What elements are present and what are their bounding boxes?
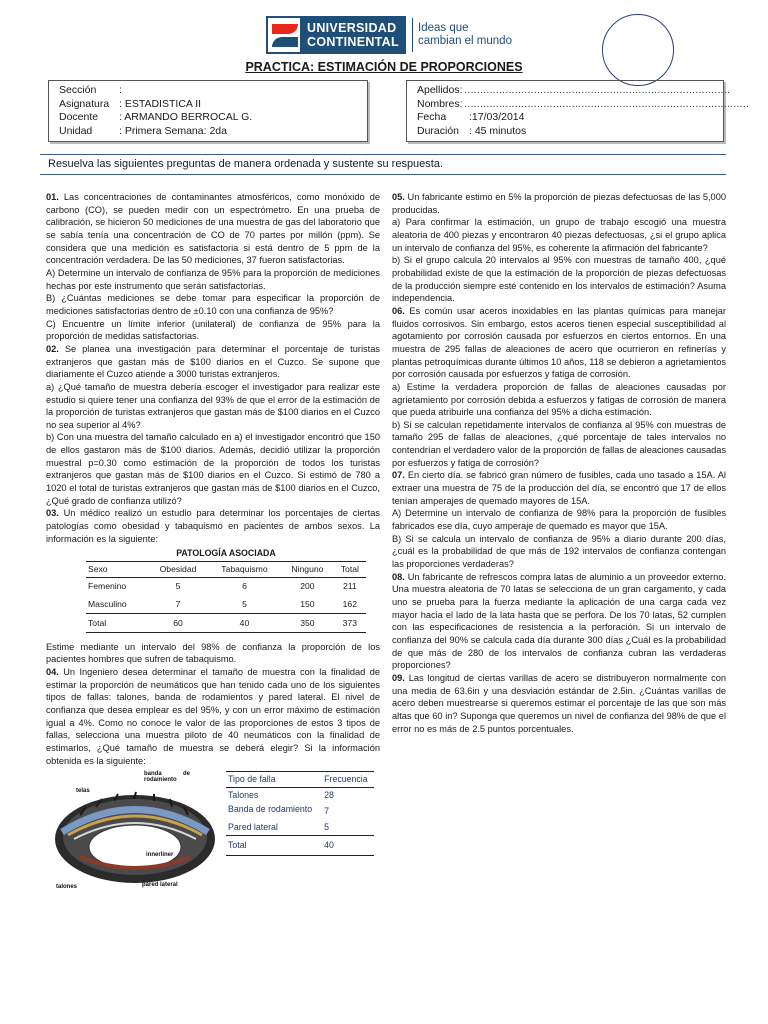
- question-text: Un fabricante estimo en 5% la proporción de piezas defectuosas de las 5,000 producidas.: [392, 192, 726, 215]
- question-number: 07.: [392, 470, 405, 481]
- info-row-surname[interactable]: [417, 84, 730, 98]
- table-cell: 28: [324, 790, 334, 801]
- info-value: : ARMANDO BERROCAL G.: [119, 111, 253, 123]
- table-header-row: [226, 772, 374, 788]
- info-label: Fecha: [417, 111, 447, 123]
- question-08: [392, 571, 726, 672]
- table-cell: 150: [300, 598, 315, 609]
- question-06: [392, 305, 726, 381]
- question-03-task: Estime mediante un intervalo del 98% de confianza la proporción de los pacientes hombres que sufren de tabaquismo.: [46, 641, 380, 665]
- table-row: [86, 577, 366, 595]
- surname-field[interactable]: : …………………………………………………………………………: [459, 84, 730, 96]
- question-text: Es común usar aceros inoxidables en las plantas químicas para manejar fluidos corrosivos. Sin embargo, estos aceros tienen especial susceptibilidad al agotamiento por corrosión causada por esfuerzos en ciertos entornos. En una muestra de 295 fallas de aleaciones de acero que ocurrieron en refinerías y plantas petroquímicas durante últimos 10 años, 118 se debieron a agrietamientos por corrosión causada por esfuerzos y fatiga de corrosión.: [392, 305, 726, 380]
- student-info-box: [406, 80, 749, 142]
- table-cell: 211: [342, 581, 357, 592]
- question-text: Las longitud de ciertas varillas de acero se distribuyeron normalmente con una media de 63.6in y una desviación estándar de 2.5in. ¿Cuántas varillas de acero deben muestrearse si queremos estimar el porcentaje de las que son más altas que 60 in? Suponga que queremos un nivel de confianza del 98% de que el error no es más de 2.5 puntos porcentuales.: [392, 672, 726, 734]
- right-column: [392, 191, 726, 735]
- info-label: Apellidos: [417, 84, 460, 96]
- question-07-b: B) Si se calcula un intervalo de confianza de 95% a diario durante 200 días, ¿cuál es la probabilidad de que más de 192 intervalos de confianza contengan las proporciones verdaderas?: [392, 533, 726, 570]
- table-cell: 7: [324, 806, 330, 817]
- column-header: Sexo: [86, 562, 148, 578]
- table-row: [226, 804, 374, 820]
- table-cell: 40: [322, 835, 374, 855]
- question-number: 02.: [46, 343, 59, 354]
- tire-figure-area: [46, 771, 380, 891]
- question-05-a: a) Para confirmar la estimación, un grupo de trabajo escogió una muestra aleatoria de 400 piezas y encontraron 40 piezas defectuosas, ¿si el grupo aplica un intervalo de confianza del 95%, es coherente la afirmación del fabricante?: [392, 217, 726, 253]
- column-header: Obesidad: [148, 562, 207, 578]
- info-value: : Primera Semana: 2da: [119, 124, 227, 137]
- table-cell: 5: [242, 598, 247, 609]
- table-cell: 6: [242, 581, 247, 592]
- info-label: Asignatura: [59, 97, 110, 110]
- question-02: [46, 343, 380, 381]
- info-value: :: [119, 84, 122, 96]
- table-header-row: [86, 562, 366, 578]
- table-cell: 350: [281, 614, 334, 633]
- table-cell: Pared lateral: [228, 821, 278, 832]
- left-column: [46, 191, 380, 891]
- question-06-b: b) Si se calculan repetidamente intervalos de confianza al 95% con muestras de tamaño 295 de fallas de aleaciones, ¿qué porcentaje de tales intervalos no contendrían el verdadero valor de la proporción de fallas de aleaciones causadas por esfuerzos y fatiga de corrosión?: [392, 419, 726, 468]
- column-header: Total: [334, 562, 366, 578]
- table-cell: 373: [334, 614, 366, 633]
- logo-line-2: CONTINENTAL: [307, 35, 399, 49]
- tire-label-innerliner: innerliner: [146, 852, 174, 859]
- question-number: 04.: [46, 666, 59, 677]
- course-info-box: [48, 80, 368, 142]
- logo-divider: [412, 18, 413, 52]
- question-number: 06.: [392, 305, 405, 316]
- question-05-b: b) Si el grupo calcula 20 intervalos al 95% con muestras de tamaño 400, ¿qué probabilidad existe de que la estimación de la proporción de piezas defectuosas de la producción siempre esté contenido en los intervalos de estimación? Asuma independencia.: [392, 255, 726, 304]
- tire-cutaway-icon: [50, 777, 216, 889]
- table-cell: Total: [86, 614, 148, 633]
- slogan-line-2: cambian el mundo: [418, 35, 512, 47]
- info-label: Nombres: [417, 97, 460, 110]
- question-number: 01.: [46, 192, 59, 202]
- table-cell: 7: [175, 598, 181, 609]
- column-header: Tabaquismo: [208, 562, 281, 578]
- column-header: Ninguno: [281, 562, 334, 578]
- table-row: [86, 595, 366, 613]
- question-number: 09.: [392, 672, 405, 683]
- table-cell: 5: [324, 821, 330, 832]
- info-value: : 45 minutos: [469, 124, 527, 137]
- question-number: 05.: [392, 192, 405, 202]
- table-caption: PATOLOGÍA ASOCIADA: [176, 548, 276, 559]
- table-total-row: [226, 835, 374, 855]
- page-title: PRACTICA: ESTIMACIÓN DE PROPORCIONES: [245, 60, 523, 74]
- seal-circle: [602, 14, 674, 86]
- info-row-teacher: [59, 111, 357, 125]
- table-cell: 40: [208, 614, 281, 633]
- names-field[interactable]: : ………………………………………………………………………………: [459, 97, 749, 110]
- question-05: [392, 191, 726, 216]
- question-01-c: C) Encuentre un límite inferior (unilateral) de confianza de 95% para la proporción de medidas satisfactorias.: [46, 318, 380, 342]
- table-cell: Banda de rodamiento: [228, 804, 313, 815]
- table-row: [226, 787, 374, 803]
- tire-label-banda: banda de rodamiento: [144, 771, 190, 784]
- tire-label-talones: talones: [56, 884, 78, 891]
- table-cell: Total: [226, 835, 322, 855]
- table-cell: Talones: [228, 790, 259, 801]
- divider-line: [40, 154, 726, 155]
- table-cell: Femenino: [88, 581, 127, 592]
- question-02-a: a) ¿Qué tamaño de muestra debería escoger el investigador para realizar este estudio si quiere tener una confianza del 93% de que el error de la estimación de la proporción de turistas extranjeros que gastan más de $100 diarios en el Cuzco no sea superior al 4%?: [46, 381, 380, 430]
- info-row-section: [59, 84, 357, 98]
- question-text: Se planea una investigación para determinar el porcentaje de turistas extranjeros que gastan más de $100 diarios en el Cuzco. Se supone que diariamente el Cuzco atiende a 3000 turistas extranjeros.: [46, 343, 380, 380]
- university-logo: [266, 16, 406, 54]
- info-label: Docente: [59, 111, 99, 123]
- question-07: [392, 469, 726, 507]
- logo-text: [302, 21, 399, 49]
- question-01-b: B) ¿Cuántas mediciones se debe tomar para especificar la proporción de mediciones satisfactorias dentro de ±0.10 con una confianza de 95%?: [46, 293, 380, 316]
- info-row-names[interactable]: [417, 97, 749, 112]
- column-header: Tipo de falla: [226, 772, 322, 788]
- divider-line: [40, 174, 726, 175]
- info-row-unit: [59, 125, 357, 139]
- question-number: 08.: [392, 571, 405, 582]
- info-row-date: [417, 111, 713, 125]
- info-label: Unidad: [59, 124, 93, 137]
- logo-line-1: UNIVERSIDAD: [307, 21, 397, 35]
- info-label: Sección: [59, 84, 97, 96]
- table-cell: 200: [300, 581, 315, 592]
- question-text: Un Ingeniero desea determinar el tamaño de muestra con la finalidad de estimar la proporción de neumáticos que han tenido cada uno de los siguientes tipos de fallas: talones, banda de rodamientos y pared lateral. El nivel de confianza que desea emplear es del 95%, y con un error máximo de estimación igual a 4%. Como no conoce le valor de las proporciones de estos 3 tipos de fallas, selecciona una muestra piloto de 40 neumáticos con la finalidad de estimarlos, ¿Qué tamaño de muestra se deberá elegir? Si la información obtenida es la siguiente:: [46, 666, 380, 766]
- table-cell: Masculino: [88, 598, 127, 609]
- question-03: [46, 507, 380, 545]
- slogan-line-1: Ideas que: [418, 22, 469, 34]
- question-04: [46, 666, 380, 767]
- table-row: [86, 614, 366, 633]
- tire-label-pared: pared lateral: [142, 882, 178, 889]
- info-value: :17/03/2014: [469, 111, 525, 123]
- tire-label-telas: telas: [76, 788, 90, 795]
- info-row-duration: [417, 125, 713, 139]
- question-01-a: A) Determine un intervalo de confianza de 95% para la proporción de mediciones hechas por este instrumento que serán satisfactorias.: [46, 267, 380, 291]
- question-text: En cierto día. se fabricó gran número de fusibles, cada uno tasado a 15A. Al extraer una muestra de 75 de la producción del día, se encontró que 17 de ellos tenían amperajes de quemado mayores de 15A.: [392, 470, 726, 506]
- question-text: Un fabricante de refrescos compra latas de aluminio a un proveedor externo. Una muestra aleatoria de 70 latas se selecciona de un gran cargamento, y cada uno se prueba para la fuerza mediante la aplicación de una carga cada vez mayor hacia el lado de la lata hasta que se perfora. De los 70 latas, 52 cumplen con las especificaciones de resistencia a la perforación. Si un intervalo de confianza del 90% se calcula cada día durante 300 días ¿Cuál es la probabilidad de que más de 280 de los intervalos de confianza cubran las verdaderas proporciones?: [392, 571, 726, 671]
- logo-emblem-icon: [266, 16, 302, 54]
- question-02-b: b) Con una muestra del tamaño calculado en a) el investigador encontró que 150 de ellos gastaron más de $100 diarios. Además, decidió utilizar la proporción muestral p=0.30 como estimación de la proporción de todos los turistas extranjeros que gastan más de $100 diarios en el Cuzco. Si estimó de 780 a 1020 el total de turistas extranjeros que gastan más de $100 diarios en el Cuzco, ¿Qué grado de confianza utilizó?: [46, 432, 380, 506]
- question-01: [46, 191, 380, 267]
- faults-table: [226, 771, 374, 855]
- question-07-a: A) Determine un intervalo de confianza de 98% para la proporción de fusibles fabricados ese día, cuyo amperaje de quemado es mayor que 15A.: [392, 508, 726, 532]
- table-cell: 5: [175, 581, 181, 592]
- instruction-text: Resuelva las siguientes preguntas de manera ordenada y sustente su respuesta.: [48, 158, 444, 170]
- table-cell: 60: [148, 614, 207, 633]
- question-text: Un médico realizó un estudio para determinar los porcentajes de ciertas patologías como obesidad y tabaquismo en pacientes de ambos sexos. La información es la siguiente:: [46, 508, 380, 544]
- info-label: Duración: [417, 124, 460, 137]
- table-row: [226, 819, 374, 835]
- question-number: 03.: [46, 508, 59, 519]
- question-09: [392, 672, 726, 735]
- column-header: Frecuencia: [322, 772, 374, 788]
- table-cell: 162: [342, 598, 357, 609]
- info-row-subject: [59, 98, 357, 112]
- info-value: : ESTADISTICA II: [119, 97, 202, 110]
- question-06-a: a) Estime la verdadera proporción de fallas de aleaciones causadas por agrietamiento por corrosión debida a esfuerzos y fatigas de corrosión de manera que pueda atribuirle una confianza del 95% a dicha estimación.: [392, 381, 726, 418]
- slogan: [418, 22, 512, 48]
- question-text: Las concentraciones de contaminantes atmosféricos, como monóxido de carbono (CO), se pueden medir con un espectrómetro. En una prueba de calibración, se hicieron 50 mediciones de una muestra de gas del laboratorio que se sabía tenía una concentración de CO de 70 partes por millón (ppm). Se considera que una medición es satisfactoria si está dentro de 5 ppm de la concentración verdadera. De las 50 mediciones, 37 fueron satisfactorias.: [46, 192, 380, 266]
- pathology-table: [86, 547, 366, 632]
